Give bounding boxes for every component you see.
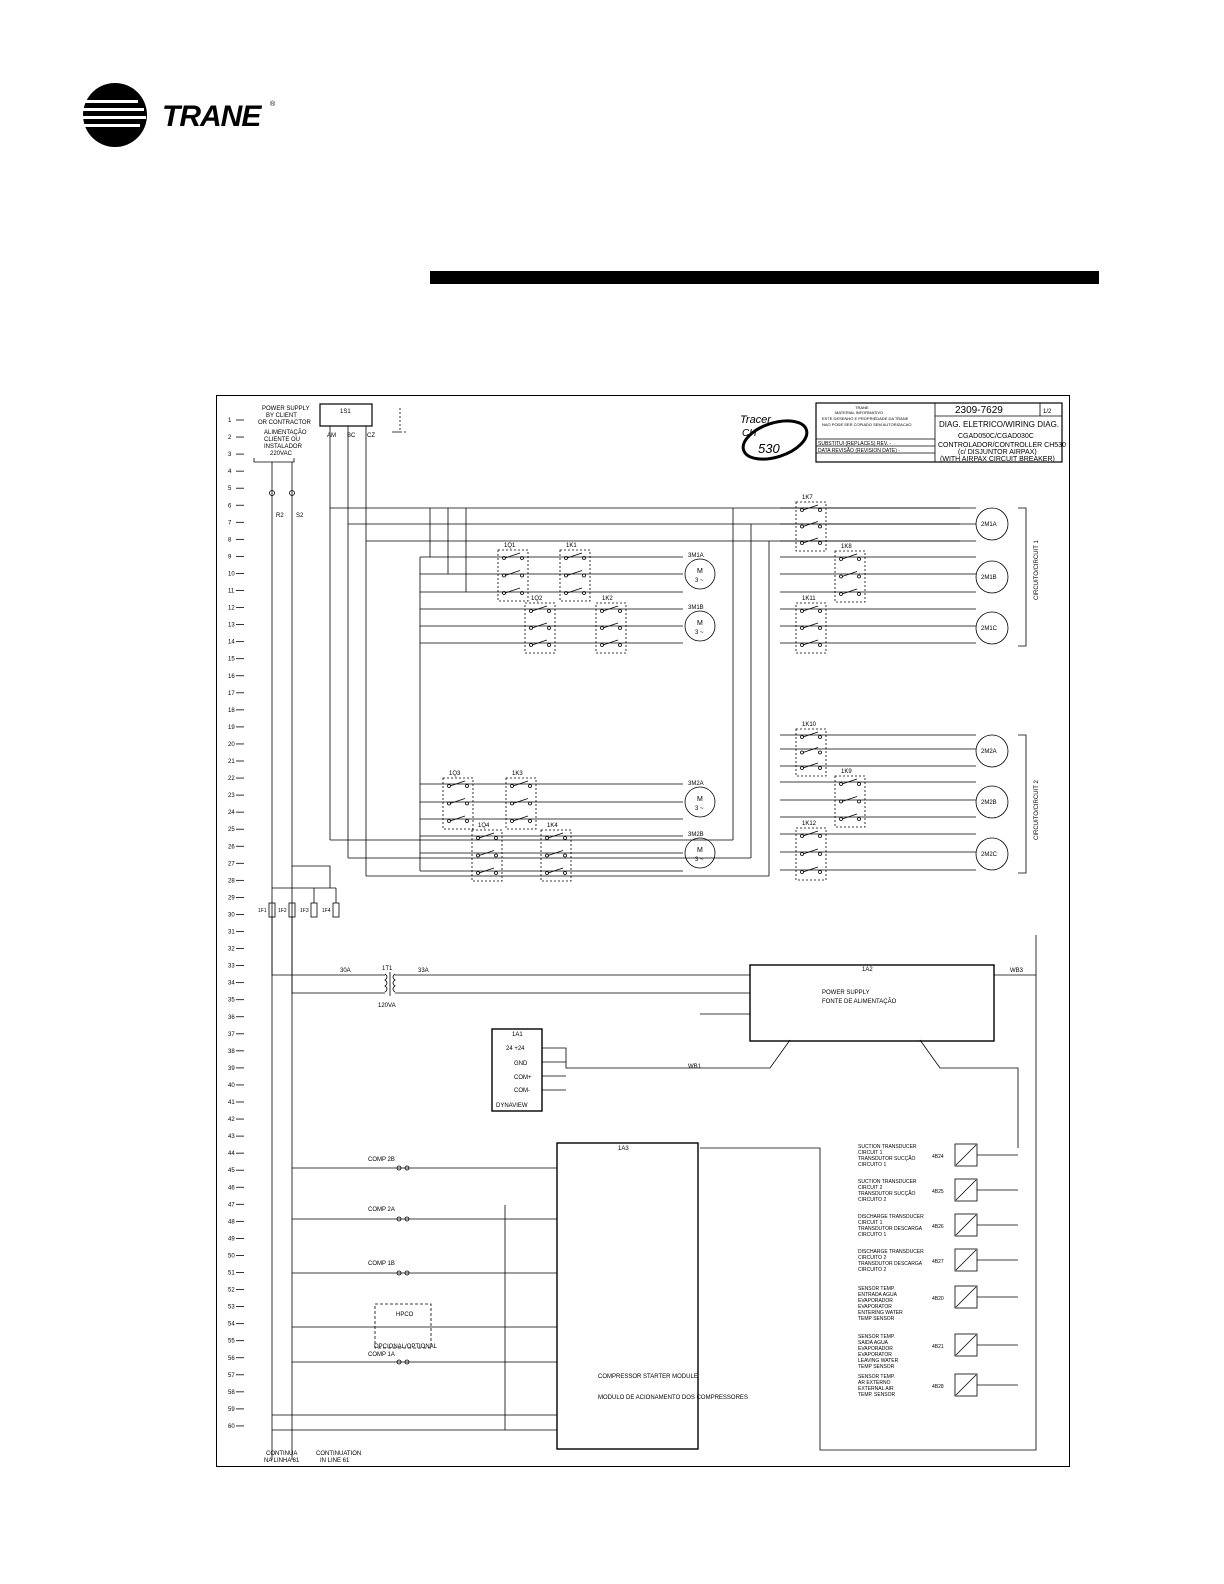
svg-text:1A2: 1A2 <box>862 967 873 973</box>
contactor-tag: 1K2 <box>602 596 613 602</box>
contactor-tag: 1Q2 <box>531 596 543 602</box>
motor-symbol: M <box>697 620 703 627</box>
sensor-label: TEMP. SENSOR <box>858 1392 896 1398</box>
svg-text:CGAD050C/CGAD030C: CGAD050C/CGAD030C <box>958 433 1034 440</box>
row-number: 25 <box>228 827 235 834</box>
motor-phase: 3 ~ <box>695 857 704 863</box>
terminal-block-1s1 <box>320 404 408 876</box>
row-number: 9 <box>228 554 232 561</box>
sensor-label: SAIDA AGUA <box>858 1340 889 1346</box>
svg-text:GND: GND <box>514 1061 528 1067</box>
fuse-tag: 1F3 <box>300 908 309 914</box>
sensor-label: ENTRADA AGUA <box>858 1292 897 1298</box>
svg-text:1A3: 1A3 <box>618 1146 629 1152</box>
fuse-tag: 1F1 <box>258 908 267 914</box>
row-number: 22 <box>228 776 235 783</box>
svg-text:COMPRESSOR STARTER MODULE: COMPRESSOR STARTER MODULE <box>598 1374 698 1380</box>
sensor-label: AR EXTERNO <box>858 1380 891 1386</box>
tracer-ch530-badge <box>738 414 811 467</box>
schematic-body <box>258 495 1008 1430</box>
sensor-label: CIRCUITO 2 <box>858 1197 887 1203</box>
contactor-tag: 1Q1 <box>504 543 516 549</box>
sensor-label: SENSOR TEMP. <box>858 1374 896 1380</box>
svg-text:1S1: 1S1 <box>340 409 351 415</box>
row-number: 20 <box>228 741 235 748</box>
motor-tag: 3M1A <box>688 553 704 559</box>
row-number: 19 <box>228 724 235 731</box>
svg-text:DYNAVIEW: DYNAVIEW <box>496 1103 528 1109</box>
svg-text:CONTINUATION: CONTINUATION <box>316 1451 362 1457</box>
row-number: 50 <box>228 1253 235 1260</box>
row-number: 5 <box>228 486 232 493</box>
row-number: 45 <box>228 1168 235 1175</box>
svg-text:ESTE DESENHO E PROPRIEDADE DA: ESTE DESENHO E PROPRIEDADE DA TRANE <box>822 416 909 421</box>
sensor-label: EVAPORADOR <box>858 1298 893 1304</box>
sensor-label: TEMP SENSOR <box>858 1364 895 1370</box>
sensor-label: CIRCUITO 2 <box>858 1255 887 1261</box>
svg-text:530: 530 <box>758 441 780 456</box>
contactor-tag: 1K10 <box>802 722 817 728</box>
sensor-label: CIRCUITO 1 <box>858 1232 887 1238</box>
svg-text:COMP 2B: COMP 2B <box>368 1157 395 1163</box>
svg-text:COMP 1A: COMP 1A <box>368 1352 395 1358</box>
svg-text:®: ® <box>270 101 276 108</box>
svg-text:TRANE: TRANE <box>855 405 869 410</box>
fuse-tag: 1F2 <box>278 908 287 914</box>
svg-text:INSTALADOR: INSTALADOR <box>264 444 302 450</box>
svg-text:COMP 2A: COMP 2A <box>368 1207 395 1213</box>
sheet-number: 1/2 <box>1043 409 1052 415</box>
sensor-label: LEAVING WATER <box>858 1358 899 1364</box>
sensor-label: TEMP SENSOR <box>858 1316 895 1322</box>
row-number: 46 <box>228 1185 235 1192</box>
svg-text:MODULO DE ACIONAMENTO DOS COMP: MODULO DE ACIONAMENTO DOS COMPRESSORES <box>598 1395 748 1401</box>
svg-text:1T1: 1T1 <box>382 966 393 972</box>
svg-text:24 +24: 24 +24 <box>506 1046 525 1052</box>
svg-text:CH: CH <box>742 428 757 439</box>
svg-text:COMP 1B: COMP 1B <box>368 1261 395 1267</box>
fan-motor: 2M1A <box>981 522 997 528</box>
svg-text:120VA: 120VA <box>378 1003 396 1009</box>
sensor-tag: 4B27 <box>932 1259 944 1265</box>
svg-text:(WITH AIRPAX CIRCUIT BREAKER): (WITH AIRPAX CIRCUIT BREAKER) <box>940 456 1055 463</box>
row-number: 28 <box>228 878 235 885</box>
sensor-tag: 4B26 <box>932 1224 944 1230</box>
title-block <box>816 403 1066 463</box>
sensor-label: EXTERNAL AIR <box>858 1386 894 1392</box>
contactor-tag: 1Q4 <box>478 823 490 829</box>
sensor-label: SENSOR TEMP. <box>858 1334 896 1340</box>
svg-text:COM-: COM- <box>514 1088 530 1094</box>
svg-text:DATA REVISÃO (REVISION DATE) -: DATA REVISÃO (REVISION DATE) - <box>818 448 900 454</box>
row-number: 30 <box>228 912 235 919</box>
svg-text:HPCO: HPCO <box>396 1312 414 1318</box>
row-number: 43 <box>228 1134 235 1141</box>
svg-text:NAO PODE SER COPIADO SEM AUTOR: NAO PODE SER COPIADO SEM AUTORIZACAO <box>822 422 912 427</box>
fan-motor: 2M2C <box>981 852 998 858</box>
row-number: 36 <box>228 1014 235 1021</box>
row-number: 48 <box>228 1219 235 1226</box>
row-number: 7 <box>228 520 232 527</box>
circuit-1-label: CIRCUITO/CIRCUIT 1 <box>1034 540 1040 600</box>
row-number: 42 <box>228 1117 235 1124</box>
svg-text:(c/ DISJUNTOR AIRPAX): (c/ DISJUNTOR AIRPAX) <box>958 449 1037 456</box>
row-number: 32 <box>228 946 235 953</box>
svg-text:MATERIAL INFORMATIVO: MATERIAL INFORMATIVO <box>835 410 884 415</box>
svg-text:220VAC: 220VAC <box>270 451 292 457</box>
motor-tag: 3M2A <box>688 781 704 787</box>
fan-motor: 2M2A <box>981 749 997 755</box>
sensor-label: EVAPORATOR <box>858 1304 892 1310</box>
row-number: 3 <box>228 452 232 459</box>
svg-text:IN LINE 61: IN LINE 61 <box>320 1458 350 1464</box>
svg-text:WB3: WB3 <box>1010 968 1024 974</box>
row-number: 27 <box>228 861 235 868</box>
row-number: 44 <box>228 1151 235 1158</box>
row-number: 10 <box>228 571 235 578</box>
circuit-brackets <box>1018 508 1040 873</box>
svg-text:OR CONTRACTOR: OR CONTRACTOR <box>258 420 311 426</box>
row-number: 52 <box>228 1287 235 1294</box>
contactor-tag: 1K8 <box>841 544 852 550</box>
svg-text:COM+: COM+ <box>514 1075 532 1081</box>
row-number: 37 <box>228 1031 235 1038</box>
row-number: 18 <box>228 707 235 714</box>
row-number: 33 <box>228 963 235 970</box>
motor-phase: 3 ~ <box>695 806 704 812</box>
sensor-label: EVAPORATOR <box>858 1352 892 1358</box>
sensor-label: CIRCUITO 1 <box>858 1162 887 1168</box>
contactor-tag: 1K1 <box>566 543 577 549</box>
svg-text:AM: AM <box>327 433 336 439</box>
sensor-label: TRANSDUTOR SUCÇÃO <box>858 1156 916 1162</box>
contactor-tag: 1K9 <box>841 769 852 775</box>
row-number: 16 <box>228 673 235 680</box>
sensor-list <box>858 1144 1018 1398</box>
sensor-label: DISCHARGE TRANSDUCER <box>858 1249 924 1255</box>
svg-text:SUBSTITUI (REPLACES) REV. -: SUBSTITUI (REPLACES) REV. - <box>818 441 892 447</box>
svg-text:WB1: WB1 <box>688 1064 702 1070</box>
row-number: 57 <box>228 1372 235 1379</box>
svg-text:33A: 33A <box>418 968 429 974</box>
fan-motor: 2M2B <box>981 800 997 806</box>
sensor-label: CIRCUIT 2 <box>858 1185 883 1191</box>
transformer-1t1 <box>272 916 750 1014</box>
svg-text:S2: S2 <box>296 513 304 519</box>
row-number: 29 <box>228 895 235 902</box>
sensor-tag: 4B21 <box>932 1344 944 1350</box>
row-numbers <box>228 418 244 1430</box>
row-number: 17 <box>228 690 235 697</box>
row-number: 8 <box>228 537 232 544</box>
sensor-label: TRANSDUTOR DESCARGA <box>858 1261 923 1267</box>
brand-name: TRANE <box>162 100 261 133</box>
motor-symbol: M <box>697 847 703 854</box>
svg-text:BY CLIENT: BY CLIENT <box>266 413 297 419</box>
sensor-label: SENSOR TEMP. <box>858 1286 896 1292</box>
row-number: 58 <box>228 1389 235 1396</box>
svg-text:POWER SUPPLY: POWER SUPPLY <box>822 990 870 996</box>
row-number: 55 <box>228 1338 235 1345</box>
svg-text:R2: R2 <box>276 513 284 519</box>
contactor-tag: 1K12 <box>802 821 817 827</box>
svg-text:CZ: CZ <box>367 433 375 439</box>
diagram-title: DIAG. ELETRICO/WIRING DIAG. <box>939 420 1060 429</box>
motor-symbol: M <box>697 796 703 803</box>
fuse-tag: 1F4 <box>322 908 331 914</box>
row-number: 12 <box>228 605 235 612</box>
fan-motor: 2M1C <box>981 626 998 632</box>
row-number: 14 <box>228 639 235 646</box>
sensor-label: CIRCUIT 1 <box>858 1150 883 1156</box>
row-number: 15 <box>228 656 235 663</box>
svg-text:OPCIONAL/OPTIONAL: OPCIONAL/OPTIONAL <box>374 1344 438 1350</box>
row-number: 41 <box>228 1100 235 1106</box>
row-number: 21 <box>228 759 235 765</box>
row-number: 4 <box>228 469 232 476</box>
svg-text:1A1: 1A1 <box>512 1032 523 1038</box>
svg-text:FONTE DE ALIMENTAÇÃO: FONTE DE ALIMENTAÇÃO <box>822 999 897 1005</box>
row-number: 2 <box>228 435 232 442</box>
row-number: 23 <box>228 793 235 800</box>
row-number: 1 <box>228 418 232 424</box>
drawing-number: 2309-7629 <box>955 405 1003 416</box>
circuit-2-label: CIRCUITO/CIRCUIT 2 <box>1034 780 1040 840</box>
sensor-tag: 4B28 <box>932 1384 944 1390</box>
row-number: 13 <box>228 622 235 629</box>
row-number: 49 <box>228 1236 235 1243</box>
sensor-label: CIRCUITO 2 <box>858 1267 887 1273</box>
row-number: 53 <box>228 1304 235 1311</box>
row-number: 35 <box>228 997 235 1004</box>
sensor-label: CIRCUIT 1 <box>858 1220 883 1226</box>
motor-phase: 3 ~ <box>695 578 704 584</box>
row-number: 6 <box>228 503 232 510</box>
motor-tag: 3M1B <box>688 605 704 611</box>
contactor-tag: 1K11 <box>802 596 816 602</box>
dynaview-1a1 <box>492 1029 1018 1148</box>
row-number: 51 <box>228 1270 235 1277</box>
sensor-label: EVAPORADOR <box>858 1346 893 1352</box>
row-number: 11 <box>228 588 235 595</box>
row-number: 26 <box>228 844 235 851</box>
row-number: 39 <box>228 1065 235 1072</box>
row-number: 34 <box>228 980 235 987</box>
sensor-tag: 4B25 <box>932 1189 944 1195</box>
svg-text:NA LINHA 61: NA LINHA 61 <box>264 1458 300 1464</box>
row-number: 60 <box>228 1423 235 1430</box>
sensor-label: DISCHARGE TRANSDUCER <box>858 1214 924 1220</box>
row-number: 54 <box>228 1321 235 1328</box>
motor-tag: 3M2B <box>688 832 704 838</box>
svg-text:CONTROLADOR/CONTROLLER CH530: CONTROLADOR/CONTROLLER CH530 <box>938 442 1066 449</box>
row-number: 59 <box>228 1406 235 1413</box>
contactor-tag: 1K7 <box>802 495 813 501</box>
row-number: 24 <box>228 810 235 817</box>
svg-text:Tracer: Tracer <box>740 414 771 426</box>
sensor-tag: 4B20 <box>932 1296 944 1302</box>
sensor-label: TRANSDUTOR SUCÇÃO <box>858 1191 916 1197</box>
power-supply-header <box>254 406 312 1460</box>
contactor-tag: 1K4 <box>547 823 558 829</box>
row-number: 47 <box>228 1202 235 1209</box>
row-number: 40 <box>228 1082 235 1089</box>
svg-text:POWER SUPPLY: POWER SUPPLY <box>262 406 310 412</box>
motor-symbol: M <box>697 568 703 575</box>
sensor-tag: 4B24 <box>932 1154 944 1160</box>
contactor-tag: 1Q3 <box>449 771 461 777</box>
sensor-label: SUCTION TRANSDUCER <box>858 1179 917 1185</box>
svg-text:BC: BC <box>347 433 356 439</box>
svg-text:CONTINUA: CONTINUA <box>266 1451 298 1457</box>
fan-motor: 2M1B <box>981 575 997 581</box>
svg-text:ALIMENTAÇÃO: ALIMENTAÇÃO <box>264 430 307 436</box>
svg-text:30A: 30A <box>340 968 351 974</box>
main-power-buses <box>330 508 960 876</box>
svg-text:CLIENTE OU: CLIENTE OU <box>264 437 301 443</box>
compressor-starter-module-1a3 <box>264 1143 748 1464</box>
motor-phase: 3 ~ <box>695 630 704 636</box>
row-number: 31 <box>228 929 235 936</box>
sensor-label: ENTERING WATER <box>858 1310 903 1316</box>
sensor-label: TRANSDUTOR DESCARGA <box>858 1226 923 1232</box>
sensor-label: SUCTION TRANSDUCER <box>858 1144 917 1150</box>
contactor-tag: 1K3 <box>512 771 523 777</box>
row-number: 56 <box>228 1355 235 1362</box>
row-number: 38 <box>228 1048 235 1055</box>
